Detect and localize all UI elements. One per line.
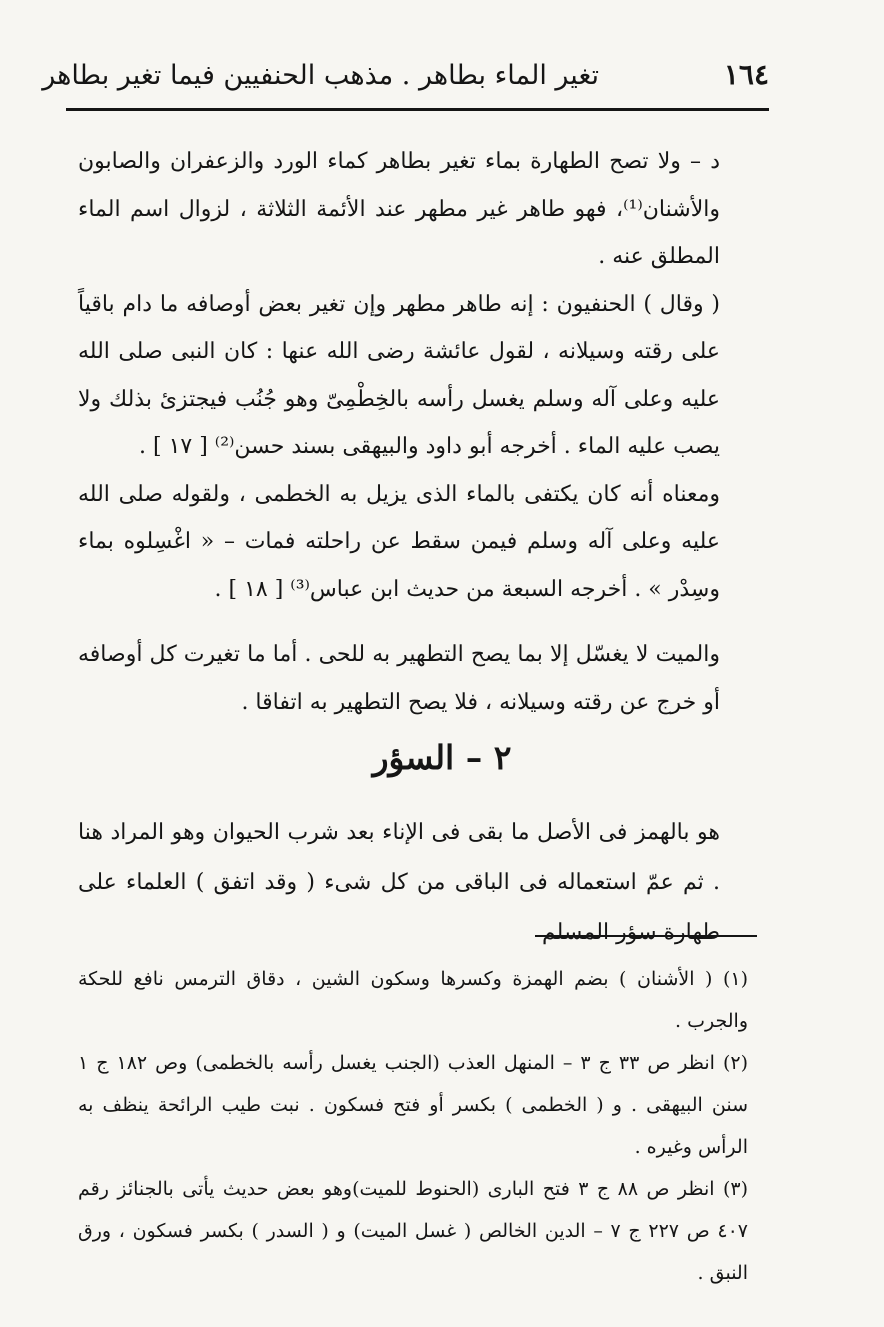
page-number: ١٦٤ [723, 58, 769, 91]
paragraph-2: ( وقال ) الحنفيون : إنه طاهر مطهر وإن تغير بعض أوصافه ما دام باقياً على رقته وسيلانه ، لقول عائشة رضى الله عنها : كان النبى صلى الله عليه وعلى آله وسلم يغسل رأسه بالخِطْمِىّ وهو جُنُب فيجتزئ بذلك ولا يصب عليه الماء . أخرجه أبو داود والبيهقى بسند حسن⁽²⁾ [ ١٧ ] . [78, 291, 720, 459]
section-paragraph: هو بالهمز فى الأصل ما بقى فى الإناء بعد شرب الحيوان وهو المراد هنا . ثم عمّ استعماله فى الباقى من كل شىء ( وقد اتفق ) العلماء على طهارة سؤر المسلم [78, 820, 720, 945]
running-title: تغير الماء بطاهر . مذهب الحنفيين فيما تغير بطاهر [42, 60, 599, 91]
footnote-2: (٢) انظر ص ٣٣ ج ٣ – المنهل العذب (الجنب يغسل رأسه بالخطمى) وص ١٨٢ ج ١ سنن البيهقى . و ( الخطمى ) بكسر أو فتح فسكون . نبت طيب الرائحة ينظف به الرأس وغيره . [78, 1052, 749, 1158]
main-text [78, 138, 766, 726]
paragraph-4: والميت لا يغسّل إلا بما يصح التطهير به للحى . أما ما تغيرت كل أوصافه أو خرج عن رقته وسيلانه ، فلا يصح التطهير به اتفاقا . [78, 642, 720, 715]
paragraph-3: ومعناه أنه كان يكتفى بالماء الذى يزيل به الخطمى ، ولقوله صلى الله عليه وعلى آله وسلم فيمن سقط عن راحلته فمات – « اغْسِلوه بماء وسِدْر » . أخرجه السبعة من حديث ابن عباس⁽³⁾ [ ١٨ ] . [78, 481, 720, 602]
section-heading: ٢ – السؤر [372, 738, 512, 777]
footnote-divider [535, 935, 757, 937]
footnotes [78, 958, 766, 1294]
footnote-3: (٣) انظر ص ٨٨ ج ٣ فتح البارى (الحنوط للميت)وهو بعض حديث يأتى بالجنائز رقم ٤٠٧ ص ٢٢٧ ج ٧ – الدين الخالص ( غسل الميت) و ( السدر ) بكسر فسكون ، ورق النبق . [78, 1178, 749, 1284]
paragraph-1: د – ولا تصح الطهارة بماء تغير بطاهر كماء الورد والزعفران والصابون والأشنان⁽¹⁾، فهو طاهر غير مطهر عند الأئمة الثلاثة ، لزوال اسم الماء المطلق عنه . [78, 149, 720, 269]
page-header [42, 52, 769, 111]
footnote-1: (١) ( الأشنان ) بضم الهمزة وكسرها وسكون الشين ، دقاق الترمس نافع للحكة والجرب . [78, 968, 748, 1032]
